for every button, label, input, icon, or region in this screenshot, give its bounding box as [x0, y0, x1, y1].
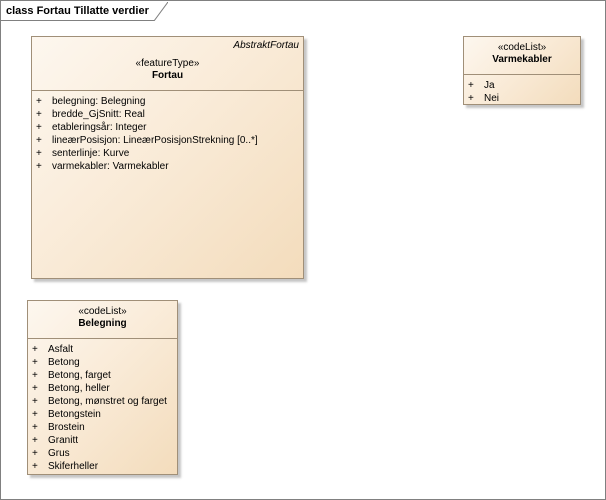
code-value-item-text: Betong, mønstret og farget: [48, 396, 167, 407]
class-varmekabler-stereotype: «codeList»: [497, 42, 547, 53]
visibility-marker: +: [32, 357, 38, 368]
code-value-item-text: Betong: [48, 357, 80, 368]
code-value-item[interactable]: [28, 343, 177, 356]
visibility-marker: +: [32, 409, 38, 420]
class-belegning[interactable]: [27, 300, 178, 475]
attribute-item-text: senterlinje: Kurve: [52, 148, 130, 159]
class-belegning-header: [28, 301, 177, 338]
attribute-item-text: lineærPosisjon: LineærPosisjonStrekning [0..*]: [52, 135, 258, 146]
class-fortau[interactable]: [31, 36, 304, 279]
class-varmekabler-name: Varmekabler: [492, 54, 552, 65]
attribute-item-text: etableringsår: Integer: [52, 122, 147, 133]
attribute-item-text: bredde_GjSnitt: Real: [52, 109, 145, 120]
visibility-marker: +: [32, 344, 38, 355]
code-value-item-text: Betong, farget: [48, 370, 111, 381]
frame-corner-icon: [154, 2, 168, 21]
visibility-marker: +: [32, 448, 38, 459]
code-value-item[interactable]: [28, 356, 177, 369]
visibility-marker: +: [36, 109, 42, 120]
visibility-marker: +: [36, 135, 42, 146]
diagram-frame-header: [1, 1, 168, 20]
code-value-item-text: Skiferheller: [48, 461, 99, 472]
attribute-item[interactable]: [32, 95, 303, 108]
code-value-item[interactable]: [28, 447, 177, 460]
code-value-item-text: Nei: [484, 93, 500, 104]
attribute-item[interactable]: [32, 147, 303, 160]
visibility-marker: +: [32, 370, 38, 381]
visibility-marker: +: [32, 396, 38, 407]
class-fortau-abstract-name: AbstraktFortau: [233, 40, 299, 51]
code-value-item-text: Betong, heller: [48, 383, 110, 394]
diagram-title-text: class Fortau Tillatte verdier: [6, 5, 149, 17]
class-fortau-stereotype: «featureType»: [135, 58, 200, 69]
visibility-marker: +: [32, 435, 38, 446]
class-varmekabler[interactable]: [463, 36, 581, 105]
attribute-item[interactable]: [32, 108, 303, 121]
class-varmekabler-values: [464, 75, 580, 105]
attribute-item[interactable]: [32, 134, 303, 147]
code-value-item[interactable]: [464, 79, 580, 92]
attribute-item-text: belegning: Belegning: [52, 96, 146, 107]
diagram-title: [1, 2, 168, 21]
class-belegning-name: Belegning: [78, 318, 127, 329]
code-value-item[interactable]: [464, 92, 580, 105]
code-value-item-text: Grus: [48, 448, 70, 459]
code-value-item-text: Ja: [484, 80, 495, 91]
code-value-item[interactable]: [28, 421, 177, 434]
code-value-item[interactable]: [28, 395, 177, 408]
code-value-item[interactable]: [28, 434, 177, 447]
class-fortau-attributes: [32, 91, 303, 173]
class-varmekabler-header: [464, 37, 580, 74]
code-value-item[interactable]: [28, 408, 177, 421]
attribute-item-text: varmekabler: Varmekabler: [52, 161, 169, 172]
visibility-marker: +: [36, 122, 42, 133]
visibility-marker: +: [32, 383, 38, 394]
code-value-item-text: Asfalt: [48, 344, 74, 355]
visibility-marker: +: [36, 148, 42, 159]
visibility-marker: +: [468, 93, 474, 104]
visibility-marker: +: [36, 96, 42, 107]
code-value-item-text: Brostein: [48, 422, 85, 433]
class-fortau-header: [32, 37, 303, 90]
attribute-item[interactable]: [32, 160, 303, 173]
visibility-marker: +: [36, 161, 42, 172]
class-belegning-values: [28, 339, 177, 473]
visibility-marker: +: [468, 80, 474, 91]
code-value-item-text: Granitt: [48, 435, 79, 446]
visibility-marker: +: [32, 461, 38, 472]
visibility-marker: +: [32, 422, 38, 433]
class-fortau-name: Fortau: [151, 70, 184, 81]
attribute-item[interactable]: [32, 121, 303, 134]
code-value-item[interactable]: [28, 369, 177, 382]
code-value-item[interactable]: [28, 460, 177, 473]
class-belegning-stereotype: «codeList»: [78, 306, 127, 317]
code-value-item-text: Betongstein: [48, 409, 101, 420]
code-value-item[interactable]: [28, 382, 177, 395]
